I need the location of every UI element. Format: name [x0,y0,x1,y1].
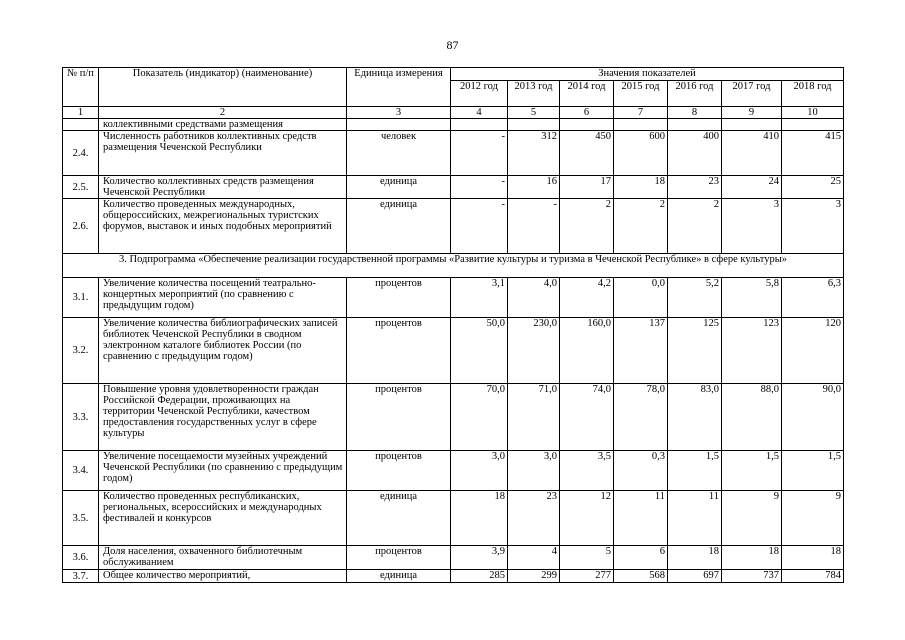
row-number: 2.4. [63,131,99,176]
row-value: 312 [508,131,560,176]
row-value: 6,3 [782,278,844,318]
row-number: 2.6. [63,199,99,254]
row-value: 83,0 [668,384,722,451]
row-unit: процентов [347,384,451,451]
row-value: 3,0 [451,451,508,491]
row-number: 3.3. [63,384,99,451]
row-unit: единица [347,199,451,254]
row-unit: единица [347,570,451,583]
column-number: 6 [560,107,614,119]
row-value: - [451,131,508,176]
row-value: 5,2 [668,278,722,318]
row-unit: процентов [347,451,451,491]
row-number: 3.2. [63,318,99,384]
row-value: 74,0 [560,384,614,451]
header-year: 2014 год [560,81,614,107]
row-value: 160,0 [560,318,614,384]
row-value: 285 [451,570,508,583]
table-row [63,199,844,254]
empty-cell [614,119,668,131]
empty-cell [451,119,508,131]
column-number: 5 [508,107,560,119]
row-value: 400 [668,131,722,176]
table-row [63,384,844,451]
row-number: 3.6. [63,546,99,570]
row-indicator: Численность работников коллективных средств размещения Чеченской Республики [99,131,347,176]
column-number: 7 [614,107,668,119]
row-indicator: Увеличение количества посещений театрально-концертных мероприятий (по сравнению с предыдущим годом) [99,278,347,318]
table-row [63,278,844,318]
row-value: 4,0 [508,278,560,318]
row-value: 70,0 [451,384,508,451]
header-year: 2016 год [668,81,722,107]
row-value: 1,5 [668,451,722,491]
column-number: 9 [722,107,782,119]
continuation-text: коллективными средствами размещения [99,119,347,131]
page-number: 87 [446,38,459,52]
row-value: 11 [668,491,722,546]
row-indicator: Количество проведенных республиканских, региональных, всероссийских и международных фестивалей и конкурсов [99,491,347,546]
row-value: 71,0 [508,384,560,451]
row-value: 2 [560,199,614,254]
empty-cell [508,119,560,131]
row-value: 11 [614,491,668,546]
row-value: 3,9 [451,546,508,570]
row-value: 568 [614,570,668,583]
row-value: 0,0 [614,278,668,318]
row-indicator: Количество проведенных международных, общероссийских, межрегиональных туристских форумов, выставок и иных подобных мероприятий [99,199,347,254]
subprogram-row [63,254,844,278]
row-value: 5,8 [722,278,782,318]
row-value: 230,0 [508,318,560,384]
row-indicator: Повышение уровня удовлетворенности граждан Российской Федерации, проживающих на территории Чеченской Республики, качеством предоставления государственных услуг в сфере культуры [99,384,347,451]
row-value: 600 [614,131,668,176]
row-indicator: Доля населения, охваченного библиотечным обслуживанием [99,546,347,570]
table-row [63,318,844,384]
row-value: 12 [560,491,614,546]
column-number: 8 [668,107,722,119]
row-value: 3 [722,199,782,254]
empty-cell [668,119,722,131]
row-value: 784 [782,570,844,583]
row-unit: процентов [347,278,451,318]
row-value: 0,3 [614,451,668,491]
row-indicator: Количество коллективных средств размещения Чеченской Республики [99,176,347,199]
row-value: 90,0 [782,384,844,451]
row-value: 3,1 [451,278,508,318]
row-value: 24 [722,176,782,199]
table-row [63,119,844,131]
row-value: 50,0 [451,318,508,384]
row-number: 3.7. [63,570,99,583]
header-year: 2012 год [451,81,508,107]
row-value: 737 [722,570,782,583]
row-value: 4 [508,546,560,570]
row-value: - [451,199,508,254]
row-value: 137 [614,318,668,384]
row-number: 3.5. [63,491,99,546]
table-row [63,491,844,546]
header-year: 2017 год [722,81,782,107]
empty-cell [782,119,844,131]
row-indicator: Увеличение количества библиографических записей библиотек Чеченской Республики в сводном электронном каталоге библиотек России (по сравнению с предыдущим годом) [99,318,347,384]
column-number: 2 [99,107,347,119]
column-number: 1 [63,107,99,119]
empty-cell [347,119,451,131]
header-num: № п/п [63,68,99,107]
table-row [63,451,844,491]
column-number: 4 [451,107,508,119]
row-value: 18 [451,491,508,546]
row-value: 299 [508,570,560,583]
header-unit: Единица измерения [347,68,451,107]
row-value: 23 [668,176,722,199]
row-indicator: Увеличение посещаемости музейных учреждений Чеченской Республики (по сравнению с предыдущим годом) [99,451,347,491]
row-unit: человек [347,131,451,176]
row-value: 6 [614,546,668,570]
row-unit: процентов [347,546,451,570]
indicators-table [62,67,844,583]
row-number: 3.4. [63,451,99,491]
row-value: 88,0 [722,384,782,451]
row-value: 78,0 [614,384,668,451]
row-value: 4,2 [560,278,614,318]
column-number: 10 [782,107,844,119]
row-value: 3,5 [560,451,614,491]
row-unit: единица [347,491,451,546]
row-value: 9 [782,491,844,546]
row-value: - [451,176,508,199]
row-indicator: Общее количество мероприятий, [99,570,347,583]
row-value: 23 [508,491,560,546]
empty-cell [560,119,614,131]
column-number: 3 [347,107,451,119]
row-value: 16 [508,176,560,199]
row-value: 18 [614,176,668,199]
row-value: 3,0 [508,451,560,491]
row-value: 18 [782,546,844,570]
row-value: 18 [722,546,782,570]
row-value: 25 [782,176,844,199]
table-row [63,176,844,199]
row-value: 277 [560,570,614,583]
row-value: 120 [782,318,844,384]
header-indicator: Показатель (индикатор) (наименование) [99,68,347,107]
row-value: 18 [668,546,722,570]
row-value: 5 [560,546,614,570]
row-value: 415 [782,131,844,176]
header-year: 2018 год [782,81,844,107]
row-number [63,119,99,131]
table-row [63,131,844,176]
header-year: 2013 год [508,81,560,107]
row-value: 125 [668,318,722,384]
row-number: 2.5. [63,176,99,199]
header-values: Значения показателей [451,68,844,81]
row-value: 17 [560,176,614,199]
header-year: 2015 год [614,81,668,107]
row-value: 2 [668,199,722,254]
row-value: 123 [722,318,782,384]
row-value: 9 [722,491,782,546]
row-value: 410 [722,131,782,176]
row-value: 2 [614,199,668,254]
row-unit: единица [347,176,451,199]
table-row [63,546,844,570]
row-value: 1,5 [782,451,844,491]
row-value: - [508,199,560,254]
row-value: 450 [560,131,614,176]
row-number: 3.1. [63,278,99,318]
empty-cell [722,119,782,131]
row-value: 3 [782,199,844,254]
row-value: 697 [668,570,722,583]
subprogram-title: 3. Подпрограмма «Обеспечение реализации государственной программы «Развитие культуры и туризма в Чеченской Республике» в сфере культуры» [63,254,844,278]
row-value: 1,5 [722,451,782,491]
row-unit: процентов [347,318,451,384]
table-row [63,570,844,583]
